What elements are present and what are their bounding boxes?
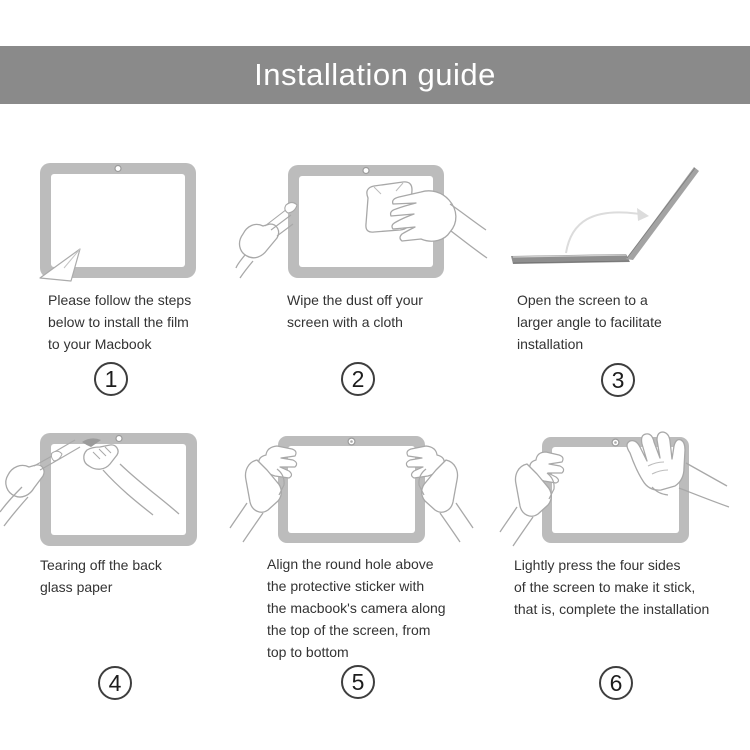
open-laptop-wide-illustration	[495, 152, 750, 290]
wipe-screen-with-cloth-illustration	[235, 152, 490, 290]
caption-line: larger angle to facilitate	[517, 314, 662, 330]
caption-line: that is, complete the installation	[514, 601, 710, 617]
step-1-caption	[48, 289, 191, 355]
caption-line: the protective sticker with	[267, 578, 425, 594]
step-number: 6	[609, 669, 623, 696]
caption-line: Tearing off the back	[40, 557, 162, 573]
camera-hole-icon	[116, 436, 122, 442]
camera-hole-icon	[363, 168, 369, 174]
caption-line: Wipe the dust off your	[287, 292, 423, 308]
camera-hole-icon	[115, 166, 121, 172]
step-number: 2	[351, 365, 365, 392]
camera-dot	[614, 441, 617, 444]
step-6-caption	[514, 554, 709, 620]
screen-glass	[288, 446, 415, 533]
caption-line: glass paper	[40, 579, 113, 595]
holding-arm-lines	[236, 255, 253, 278]
caption-line: Align the round hole above	[267, 556, 434, 572]
caption-line: below to install the film	[48, 314, 189, 330]
step-4-number-badge	[98, 666, 132, 700]
tear-backing-paper-illustration	[0, 425, 245, 557]
step-number: 5	[351, 668, 365, 695]
arrowhead-icon	[637, 208, 649, 221]
align-film-to-camera-illustration	[225, 425, 500, 557]
caption-line: to your Macbook	[48, 336, 152, 352]
caption-line: the top of the screen, from	[267, 622, 431, 638]
caption-line: screen with a cloth	[287, 314, 403, 330]
press-screen-edges-illustration	[488, 425, 750, 557]
step-2-number-badge	[341, 362, 375, 396]
caption-line: the macbook's camera along	[267, 600, 446, 616]
page-title: Installation guide	[254, 57, 496, 92]
step-number: 4	[108, 669, 122, 696]
screen-glass	[51, 444, 186, 535]
step-number: 3	[611, 366, 625, 393]
step-3-number-badge	[601, 363, 635, 397]
step-4-caption	[40, 554, 162, 598]
step-6-number-badge	[599, 666, 633, 700]
step-5-number-badge	[341, 665, 375, 699]
step-2-caption	[287, 289, 423, 333]
camera-dot	[350, 440, 353, 443]
screen-glass	[51, 174, 185, 267]
caption-line: Lightly press the four sides	[514, 557, 681, 573]
header-bar	[0, 46, 750, 104]
caption-line: installation	[517, 336, 584, 352]
film-with-peeled-corner-illustration	[20, 152, 235, 290]
caption-line: Open the screen to a	[517, 292, 648, 308]
caption-line: top to bottom	[267, 644, 349, 660]
open-arc-arrow	[566, 212, 640, 253]
caption-line: of the screen to make it stick,	[514, 579, 696, 595]
step-number: 1	[104, 365, 118, 392]
steadying-hand	[6, 465, 44, 497]
step-3-caption	[517, 289, 662, 355]
step-5-caption	[267, 553, 446, 663]
caption-line: Please follow the steps	[48, 292, 192, 308]
step-1-number-badge	[94, 362, 128, 396]
